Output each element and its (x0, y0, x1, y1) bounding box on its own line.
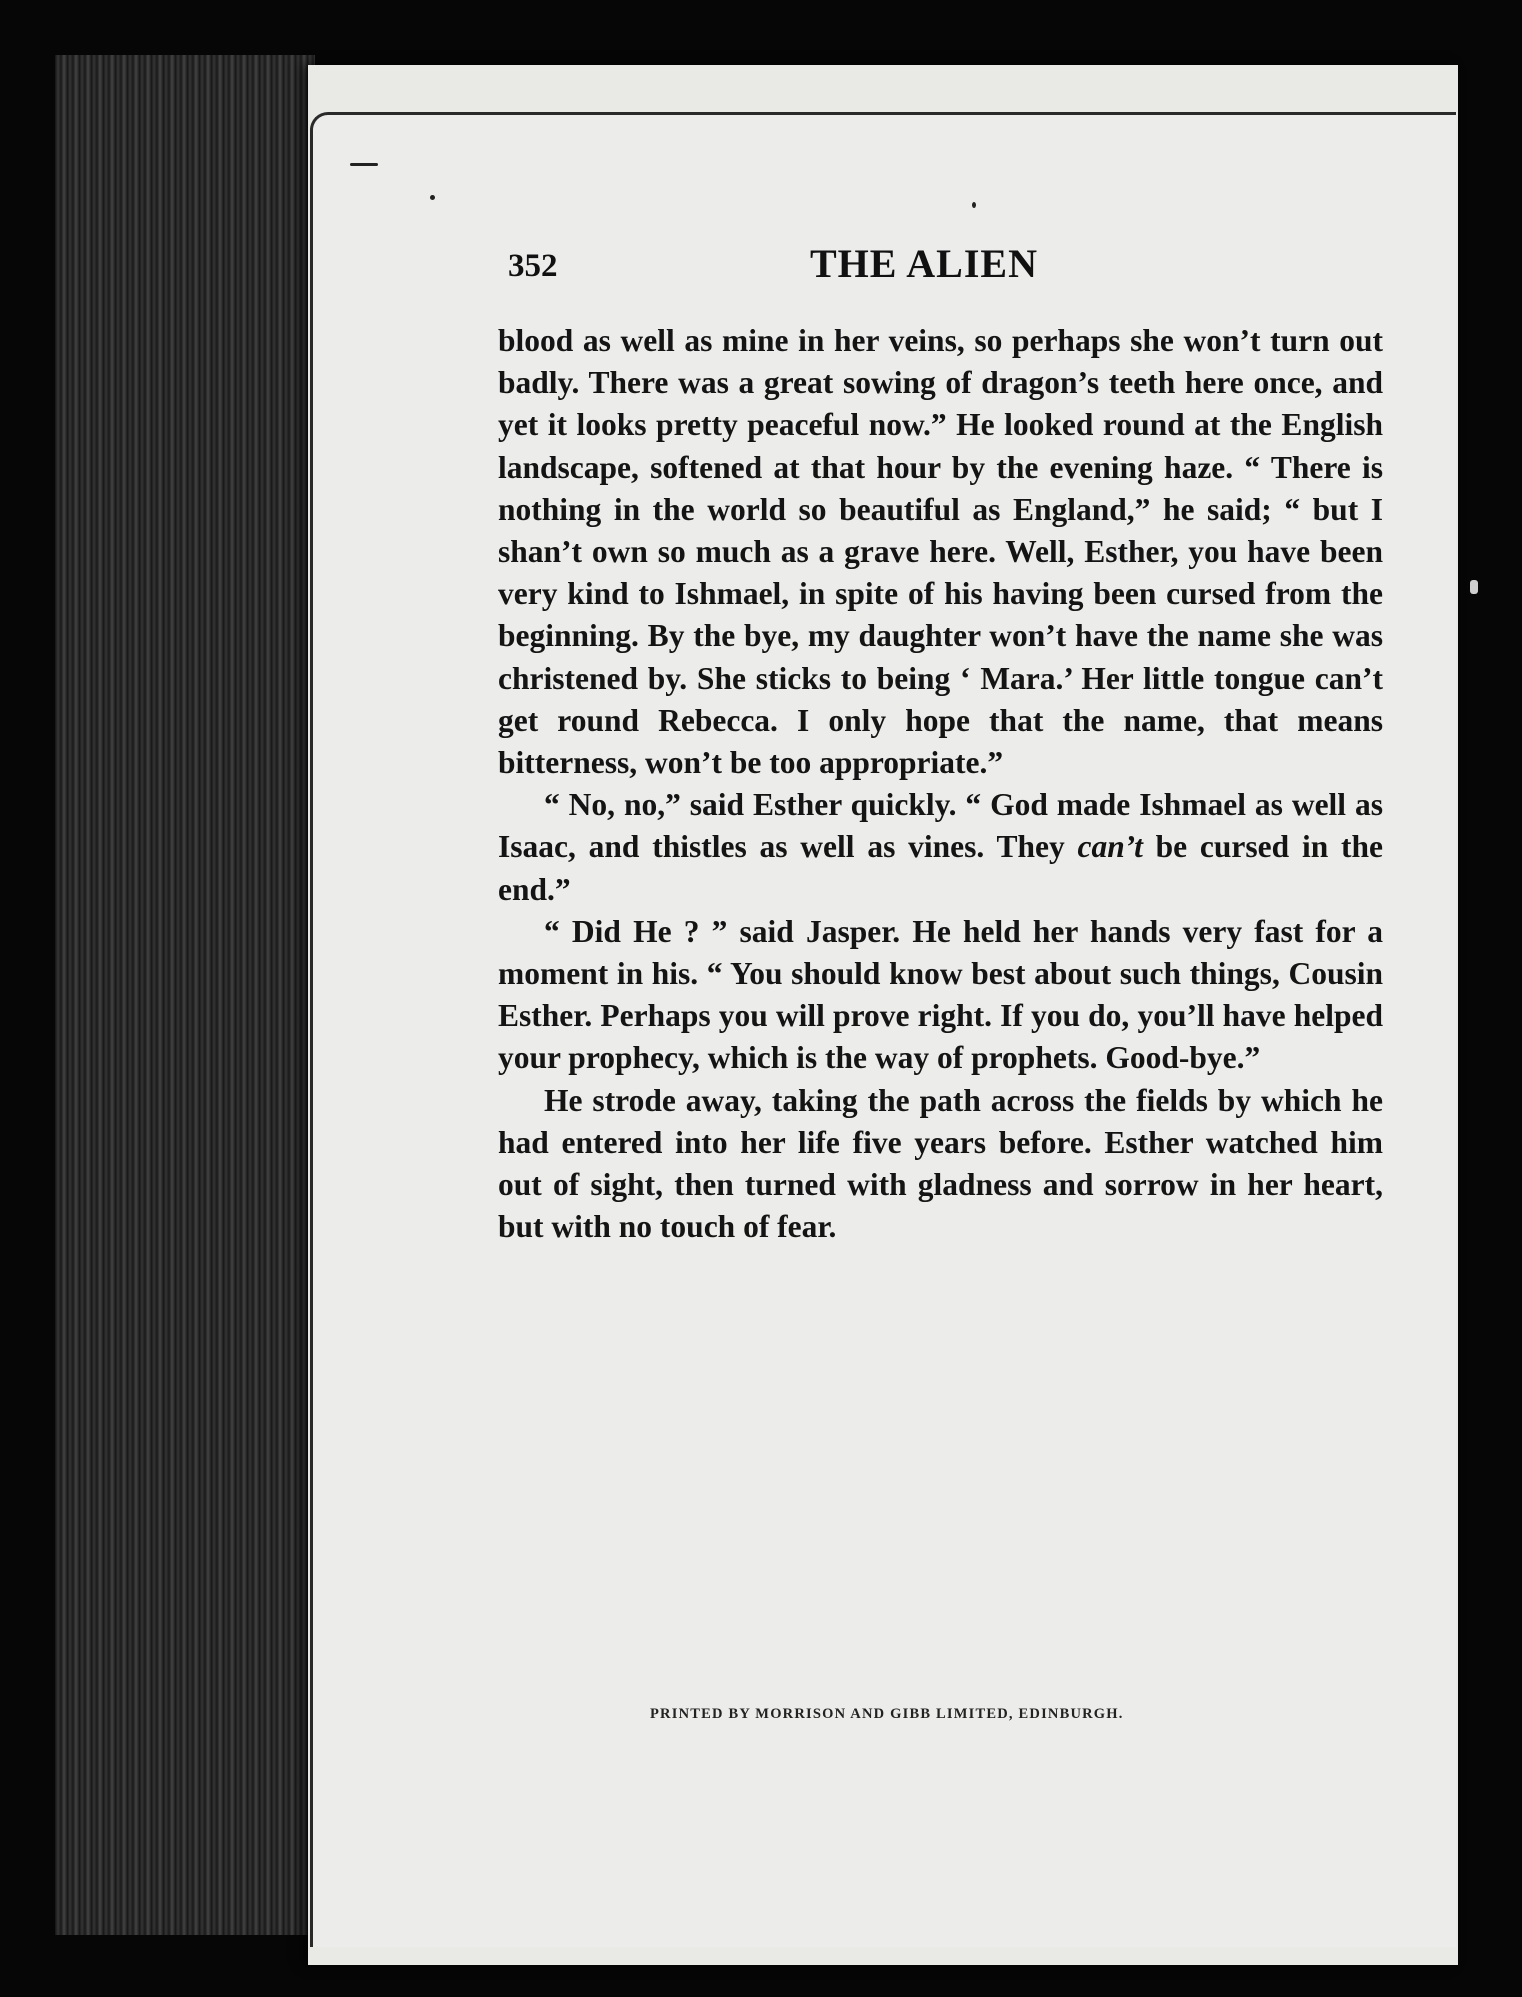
page-number: 352 (508, 248, 558, 284)
scan-speck (430, 195, 435, 200)
scan-speck (972, 202, 976, 208)
body-text (498, 320, 1383, 1248)
paragraph-text: “ No, no,” said Esther quickly. “ God made Ishmael as well as Isaac, and thistles as well as vines. They (498, 787, 1383, 865)
paragraph-text: be cursed in the end.” (498, 829, 1383, 907)
running-title: THE ALIEN (810, 241, 1038, 286)
book-page-edges (55, 55, 315, 1935)
scan-speck (350, 163, 378, 166)
printer-imprint: PRINTED BY MORRISON AND GIBB LIMITED, EDINBURGH. (650, 1706, 1124, 1722)
paragraph: He strode away, taking the path across the fields by which he had entered into her life five years before. Esther watched him out of sight, then turned with gladness and sorrow in her heart, but with no touch of fear. (498, 1082, 1383, 1245)
paragraph (498, 784, 1383, 911)
emphasized-word: can’t (1077, 829, 1143, 865)
scan-mark (1470, 580, 1478, 594)
paragraph: blood as well as mine in her veins, so perhaps she won’t turn out badly. There was a great sowing of dragon’s teeth here once, and yet it looks pretty peaceful now.” He looked round at the English landscape, softened at that hour by the evening haze. “ There is nothing in the world so beautiful as England,” he said; “ but I shan’t own so much as a grave here. Well, Esther, you have been very kind to Ishmael, in spite of his having been cursed from the beginning. By the bye, my daughter won’t have the name she was christened by. She sticks to being ‘ Mara.’ Her little tongue can’t get round Rebecca. I only hope that the name, that means bitterness, won’t be too appropriate.” (498, 323, 1383, 781)
paragraph: “ Did He ? ” said Jasper. He held her hands very fast for a moment in his. “ You should know best about such things, Cousin Esther. Perhaps you will prove right. If you do, you’ll have helped your prophecy, which is the way of prophets. Good-bye.” (498, 913, 1383, 1076)
